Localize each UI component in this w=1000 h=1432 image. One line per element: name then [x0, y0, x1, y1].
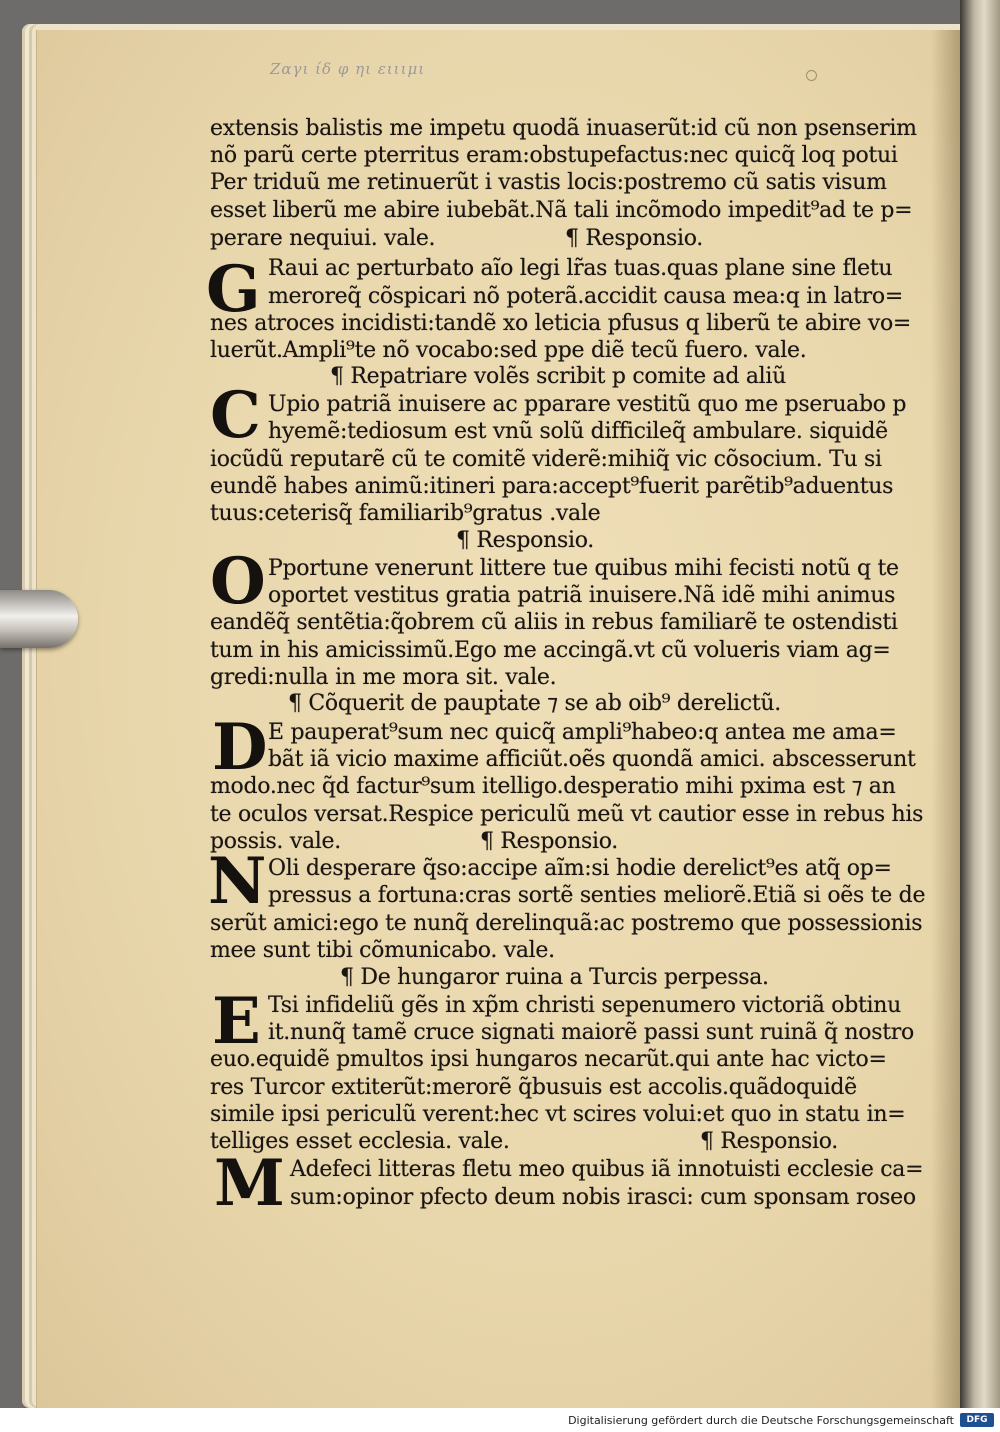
initial-letter: M	[214, 1146, 285, 1221]
page-clip	[0, 590, 78, 648]
text-line: eandẽq̃ sentẽtia:q̃obrem cũ aliis in rebus familiarẽ te ostendisti	[210, 610, 898, 635]
section-heading: ¶ Responsio.	[456, 528, 594, 553]
text-line: Per triduũ me retinuerũt i vastis locis:postremo cũ satis visum	[210, 170, 887, 195]
text-line: E pauperat⁹sum nec quicq̃ ampli⁹habeo:q antea me ama=	[268, 720, 897, 745]
section-heading: ¶ Responsio.	[480, 829, 618, 854]
section-heading: ¶ Repatriare volẽs scribit p comite ad aliũ	[330, 364, 786, 389]
initial-letter: C	[210, 378, 261, 453]
text-line: esset liberũ me abire iubebãt.Nã tali incõmodo impedit⁹ad te p=	[210, 198, 913, 223]
text-line: meroreq̃ cõspicari nõ poterã.accidit causa mea:q in latro=	[268, 284, 903, 309]
text-line: Tsi infideliũ gẽs in xp̃m christi sepenumero victoriã obtinu	[268, 993, 902, 1018]
section-heading: ¶ Cõquerit de paupṫate ⁊ se ab oib⁹ derelictũ.	[288, 691, 781, 716]
text-line: gredi:nulla in me mora sit. vale.	[210, 665, 557, 690]
text-line: Pportune venerunt littere tue quibus mihi fecisti notũ q te	[268, 556, 899, 581]
text-line: oportet vestitus gratia patriã inuisere.Nã idẽ mihi animus	[268, 583, 896, 608]
section-heading: ¶ Responsio.	[565, 226, 703, 251]
text-line: tuus:ceterisq̃ familiarib⁹gratus .vale	[210, 501, 601, 526]
footer-bar	[0, 1408, 1000, 1432]
text-line: Upio patriã inuisere ac pparare vestitũ quo me pseruabo p	[268, 392, 907, 417]
text-line: bãt iã vicio maxime afficiũt.oẽs quondã amici. abscesserunt	[268, 747, 916, 772]
text-line: serũt amici:ego te nunq̃ derelinquã:ac postremo que possessionis	[210, 911, 923, 936]
dfg-logo: DFG	[960, 1413, 994, 1427]
gutter-shadow	[931, 30, 961, 1408]
text-line: nes atroces incidisti:tandẽ xo leticia pfusus q liberũ te abire vo=	[210, 311, 912, 336]
handwritten-marginal-note: Ζαγι ίδ φ ηι ειιιμι	[270, 60, 426, 78]
initial-letter: N	[208, 844, 267, 919]
facing-page-edge	[960, 0, 1000, 1408]
initial-letter: G	[206, 252, 261, 327]
text-line: hyemẽ:tediosum est vnũ solũ difficileq̃ ambulare. siquidẽ	[268, 419, 888, 444]
section-heading: ¶ De hungaror ruina a Turcis perpessa.	[340, 965, 769, 990]
footer-credit: Digitalisierung gefördert durch die Deutsche Forschungsgemeinschaft	[568, 1414, 954, 1427]
text-line: simile ipsi periculũ verent:hec vt scires volui:et quo in statu in=	[210, 1102, 906, 1127]
text-line: res Turcor extiterũt:merorẽ q̃busuis est accolis.quãdoquidẽ	[210, 1075, 857, 1100]
text-line: mee sunt tibi cõmunicabo. vale.	[210, 938, 555, 963]
section-heading: ¶ Responsio.	[700, 1129, 838, 1154]
text-line: eundẽ habes animũ:itineri para:accept⁹fuerit parẽtib⁹aduentus	[210, 474, 894, 499]
text-line: iocũdũ reputarẽ cũ te comitẽ viderẽ:mihiq̃ vic cõsocium. Tu si	[210, 447, 882, 472]
text-line: sum:opinor pfecto deum nobis irasci: cum sponsam roseo	[290, 1185, 916, 1210]
text-line: telliges esset ecclesia. vale.	[210, 1129, 510, 1154]
text-line: Raui ac perturbato aĩo legi lr̃as tuas.quas plane sine fletu	[268, 256, 893, 281]
text-line: extensis balistis me impetu quodã inuaserũt:id cũ non psenserim	[210, 116, 917, 141]
ink-circle-mark	[806, 70, 817, 81]
initial-letter: D	[212, 710, 268, 785]
text-line: possis. vale.	[210, 829, 341, 854]
text-line: Oli desperare q̃so:accipe aĩm:si hodie derelict⁹es atq̃ op=	[268, 856, 892, 881]
text-line: nõ parũ certe pterritus eram:obstupefactus:nec quicq̃ loq potui	[210, 143, 898, 168]
text-line: tum in his amicissimũ.Ego me accingã.vt cũ volueris viam ag=	[210, 638, 891, 663]
initial-letter: E	[212, 984, 261, 1059]
text-line: it.nunq̃ tamẽ cruce signati maiorẽ passi sunt ruinã q̃ nostro	[268, 1020, 914, 1045]
text-line: pressus a fortuna:cras sortẽ senties meliorẽ.Etiã si oẽs te de	[268, 883, 926, 908]
text-line: Adefeci litteras fletu meo quibus iã innotuisti ecclesie ca=	[290, 1157, 924, 1182]
text-line: luerũt.Ampli⁹te nõ vocabo:sed ppe diẽ tecũ fuero. vale.	[210, 338, 807, 363]
text-line: euo.equidẽ pmultos ipsi hungaros necarũt.qui ante hac victo=	[210, 1047, 887, 1072]
text-line: modo.nec q̃d factur⁹sum itelligo.desperatio mihi pxima est ⁊ an	[210, 774, 896, 799]
text-line: te oculos versat.Respice periculũ meũ vt cautior esse in rebus his	[210, 802, 924, 827]
initial-letter: O	[210, 544, 266, 619]
text-line: perare nequiui. vale.	[210, 226, 436, 251]
